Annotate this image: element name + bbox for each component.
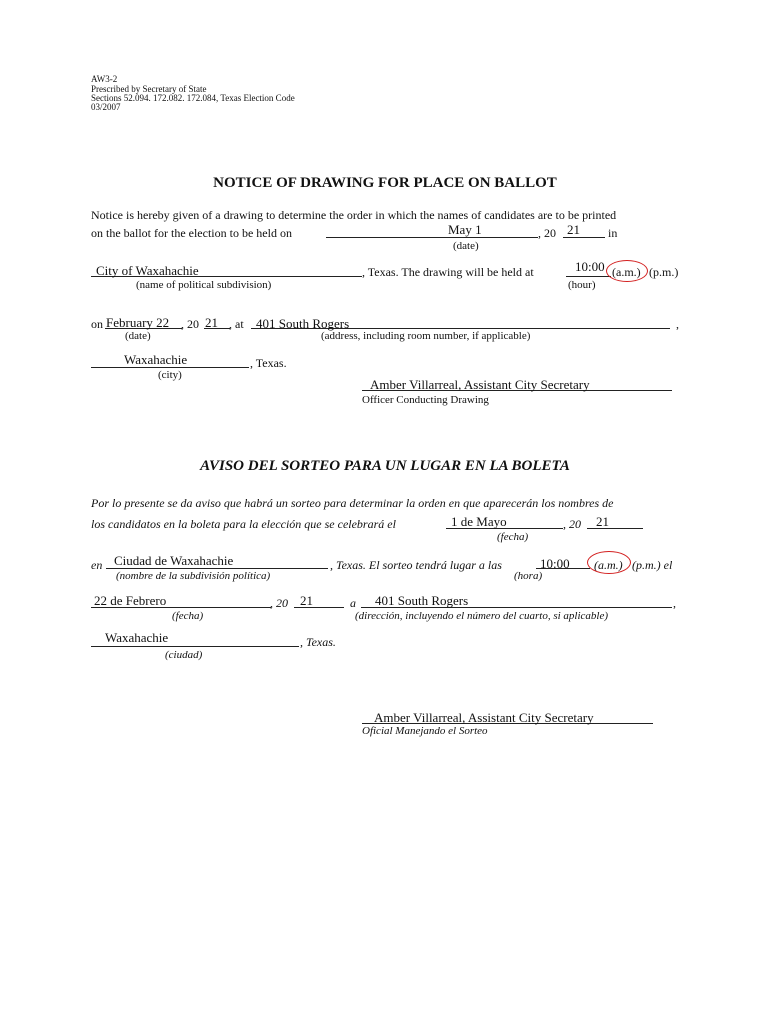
a-word: a: [350, 596, 356, 610]
pm-option: (p.m.): [649, 265, 679, 279]
english-title: NOTICE OF DRAWING FOR PLACE ON BALLOT: [213, 175, 557, 191]
english-intro-line1: Notice is hereby given of a drawing to determine the order in which the names of candidates are to be printed: [91, 208, 617, 222]
form-id: AW3-2: [91, 74, 118, 84]
form-date: 03/2007: [91, 102, 121, 112]
hora-label: (hora): [514, 570, 543, 582]
spanish-comma-20: , 20: [563, 517, 581, 531]
time-value: 10:00: [575, 259, 605, 274]
spanish-fecha-label: (fecha): [172, 610, 204, 622]
address-label: (address, including room number, if applicable): [321, 330, 531, 342]
prescribed-by: Prescribed by Secretary of State: [91, 84, 207, 94]
spanish-time-value: 10:00: [540, 556, 570, 571]
subdivision-value: City of Waxahachie: [96, 263, 199, 278]
on-word: on: [91, 317, 103, 331]
drawing-20: , 20: [181, 317, 199, 331]
am-selection-circle: [606, 260, 648, 282]
election-date-line: [326, 237, 538, 238]
hour-label: (hour): [568, 279, 596, 291]
city-texas: , Texas.: [250, 356, 287, 370]
address-value: 401 South Rogers: [256, 316, 350, 331]
en-word: en: [91, 558, 103, 572]
spanish-intro-line2: los candidatos en la boleta para la elección que se celebrará el: [91, 517, 396, 531]
spanish-am-option: (a.m.): [594, 558, 623, 572]
city-label: (city): [158, 369, 182, 381]
code-sections: Sections 52.094. 172.082. 172.084, Texas Election Code: [91, 93, 295, 103]
address-end-comma: ,: [676, 317, 679, 331]
ciudad-label: (ciudad): [165, 649, 203, 661]
spanish-city-value: Waxahachie: [105, 630, 169, 645]
date-label: (date): [453, 240, 479, 252]
election-year-value: 21: [567, 222, 580, 237]
spanish-city-line: [91, 646, 299, 647]
spanish-officer-label: Oficial Manejando el Sorteo: [362, 725, 488, 737]
spanish-address-label: (dirección, incluyendo el número del cuarto, si aplicable): [355, 610, 609, 622]
election-date-value: May 1: [448, 222, 482, 237]
texas-drawing-text: , Texas. The drawing will be held at: [362, 265, 534, 279]
spanish-officer-name: Amber Villarreal, Assistant City Secretary: [374, 710, 594, 725]
spanish-pm-option: (p.m.) el: [632, 558, 673, 572]
time-line: [566, 276, 611, 277]
city-value: Waxahachie: [124, 352, 188, 367]
am-option: (a.m.): [612, 265, 641, 279]
drawing-date-value: February 22: [106, 315, 170, 330]
spanish-subdivision-value: Ciudad de Waxahachie: [114, 553, 234, 568]
spanish-subdivision-label: (nombre de la subdivisión política): [116, 570, 271, 582]
spanish-election-date-value: 1 de Mayo: [451, 514, 507, 529]
spanish-drawing-year-value: 21: [300, 593, 313, 608]
spanish-am-selection-circle: [587, 551, 631, 574]
spanish-election-year-value: 21: [596, 514, 609, 529]
subdivision-label: (name of political subdivision): [136, 279, 272, 291]
drawing-year-value: 21: [205, 315, 218, 330]
drawing-date-label: (date): [125, 330, 151, 342]
spanish-address-value: 401 South Rogers: [375, 593, 469, 608]
officer-label: Officer Conducting Drawing: [362, 394, 489, 406]
officer-name: Amber Villarreal, Assistant City Secretary: [370, 377, 590, 392]
spanish-title: AVISO DEL SORTEO PARA UN LUGAR EN LA BOLETA: [200, 458, 570, 474]
texas-sorteo-text: , Texas. El sorteo tendrá lugar a las: [330, 558, 502, 572]
spanish-drawing-20: , 20: [270, 596, 288, 610]
at-word: , at: [229, 317, 244, 331]
comma-20: , 20: [538, 226, 556, 240]
spanish-address-end-comma: ,: [673, 596, 676, 610]
spanish-intro-line1: Por lo presente se da aviso que habrá un sorteo para determinar la orden en que aparecerán los nombres de: [91, 496, 614, 510]
fecha-label: (fecha): [497, 531, 529, 543]
english-intro-line2: on the ballot for the election to be held on: [91, 226, 292, 240]
spanish-drawing-date-value: 22 de Febrero: [94, 593, 167, 608]
spanish-city-texas: , Texas.: [300, 635, 336, 649]
in-word: in: [608, 226, 618, 240]
